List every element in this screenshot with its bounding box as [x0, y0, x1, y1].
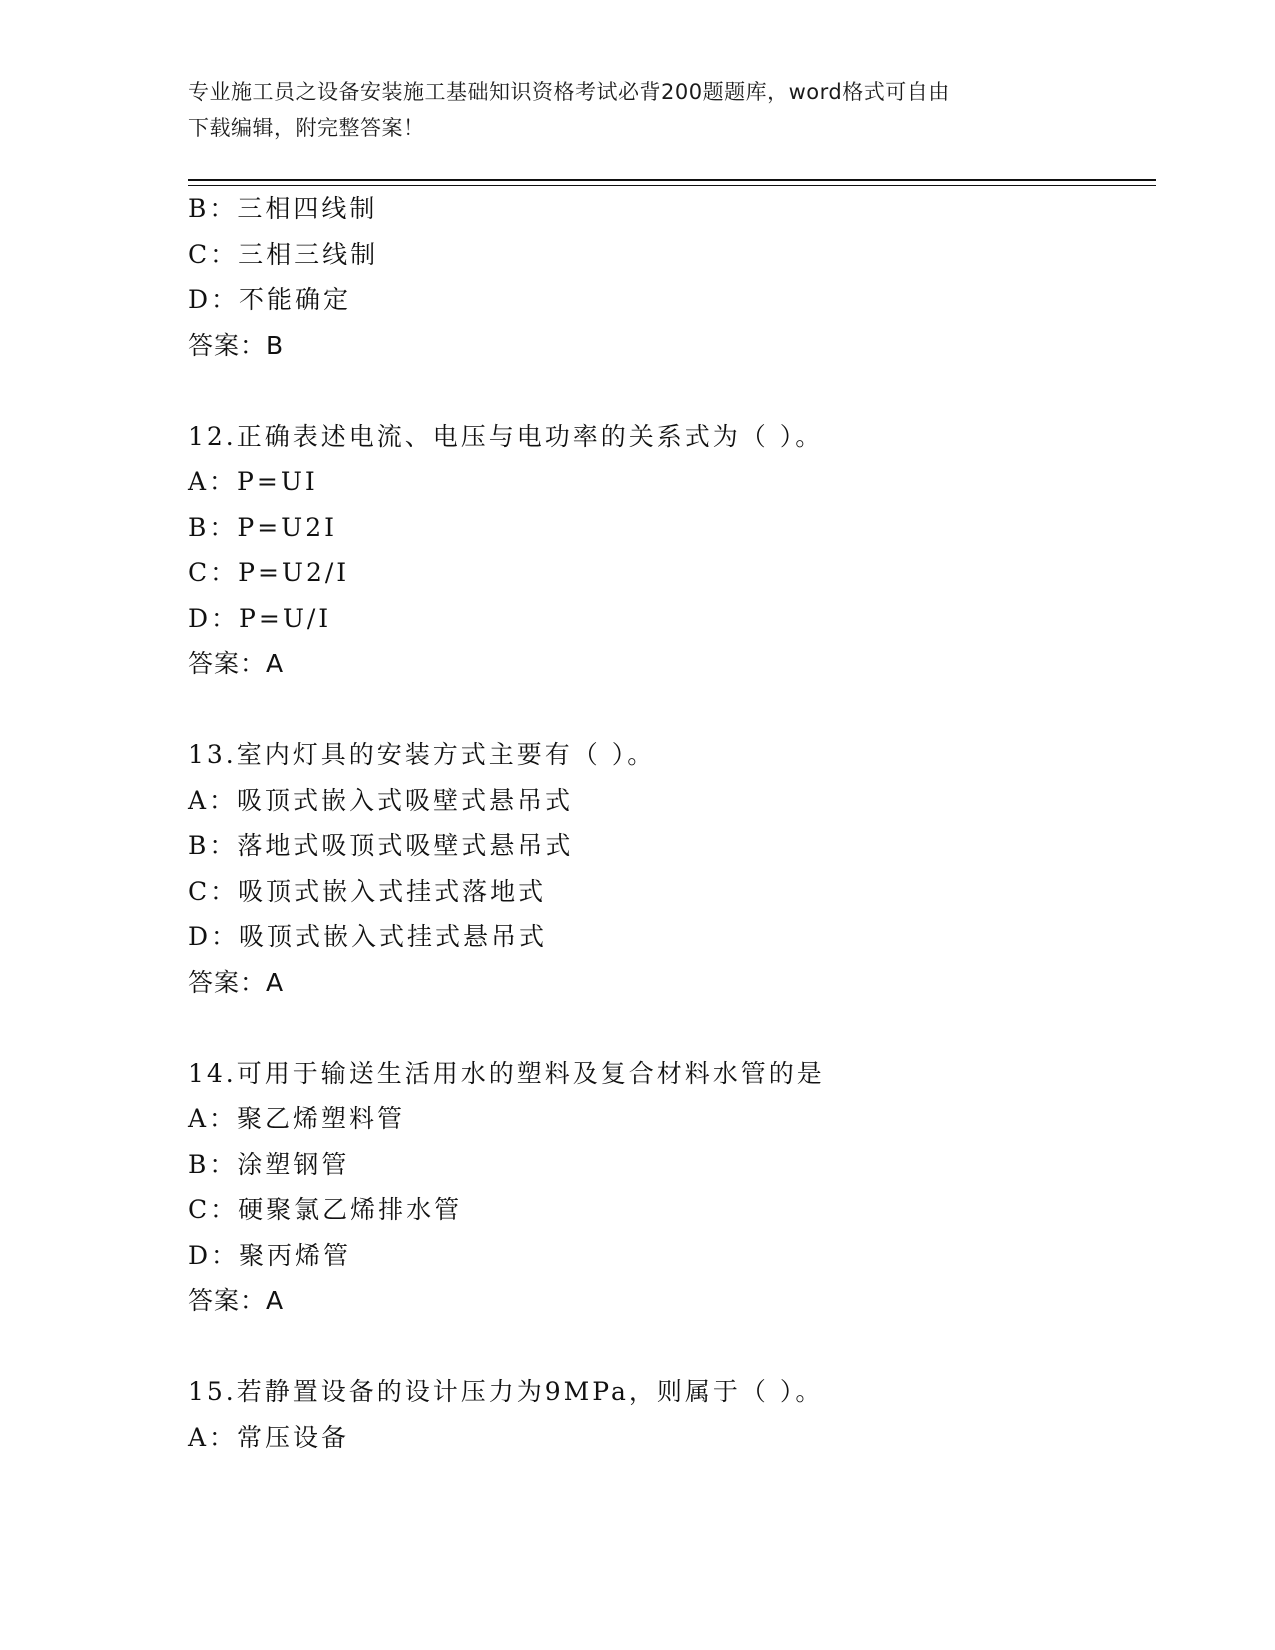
option-b: B：三相四线制 — [188, 194, 378, 223]
question-11-continued — [188, 186, 1156, 368]
answer-line: 答案：A — [188, 649, 285, 678]
question-stem: 14.可用于输送生活用水的塑料及复合材料水管的是 — [188, 1058, 825, 1088]
question-14 — [188, 1051, 1156, 1324]
option-b: B：涂塑钢管 — [188, 1149, 350, 1179]
answer-line: 答案：A — [188, 967, 285, 997]
option-c: C：三相三线制 — [188, 239, 379, 269]
question-13 — [188, 732, 1156, 1005]
option-d: D：不能确定 — [188, 285, 352, 314]
option-d: D：P=U/I — [188, 603, 332, 633]
option-a: A：常压设备 — [188, 1422, 350, 1452]
question-15 — [188, 1369, 1156, 1460]
question-stem: 12.正确表述电流、电压与电功率的关系式为（ ）。 — [188, 421, 824, 451]
option-a: A：聚乙烯塑料管 — [188, 1104, 406, 1133]
option-c: C：硬聚氯乙烯排水管 — [188, 1195, 463, 1224]
option-a: A：P=UI — [188, 467, 318, 496]
option-b: B：落地式吸顶式吸壁式悬吊式 — [188, 831, 574, 860]
option-b: B：P=U2I — [188, 512, 337, 542]
answer-line: 答案：A — [188, 1286, 285, 1315]
header-divider-thick — [188, 179, 1156, 181]
option-d: D：聚丙烯管 — [188, 1240, 352, 1270]
document-header — [188, 74, 1088, 146]
spacer — [188, 368, 1156, 414]
option-c: C：吸顶式嵌入式挂式落地式 — [188, 876, 547, 906]
option-a: A：吸顶式嵌入式吸壁式悬吊式 — [188, 785, 574, 815]
spacer — [188, 1005, 1156, 1051]
answer-line: 答案：B — [188, 330, 285, 360]
spacer — [188, 687, 1156, 733]
question-12 — [188, 414, 1156, 687]
question-list — [188, 186, 1156, 1460]
option-d: D：吸顶式嵌入式挂式悬吊式 — [188, 922, 548, 951]
header-line-1: 专业施工员之设备安装施工基础知识资格考试必背200题题库，word格式可自由 — [188, 80, 950, 104]
header-line-2: 下载编辑，附完整答案！ — [188, 116, 425, 140]
option-c: C：P=U2/I — [188, 558, 350, 587]
question-stem: 15.若静置设备的设计压力为9MPa，则属于（ ）。 — [188, 1377, 824, 1406]
question-stem: 13.室内灯具的安装方式主要有（ ）。 — [188, 740, 656, 769]
spacer — [188, 1324, 1156, 1370]
